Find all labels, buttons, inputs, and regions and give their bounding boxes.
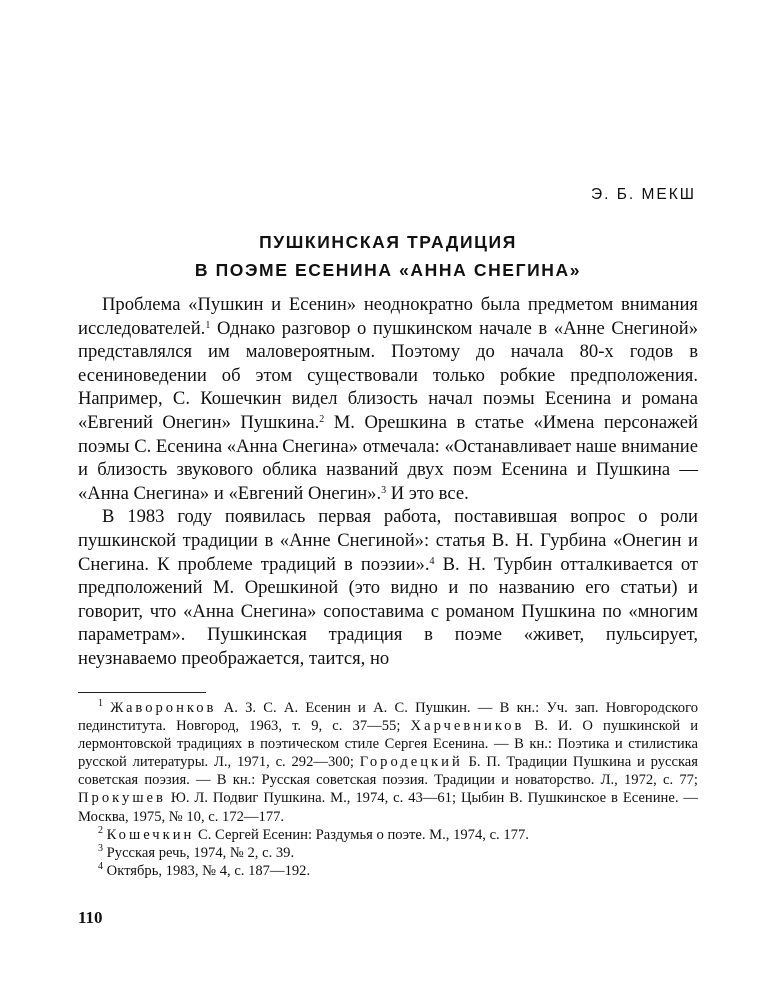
footnote-divider xyxy=(78,692,206,693)
footnote-1 xyxy=(78,699,698,826)
footnote-ref-1: 1 xyxy=(205,319,211,331)
footnotes xyxy=(78,699,698,880)
footnote-4-mark: 4 xyxy=(98,860,103,872)
footnote-3-text: Русская речь, 1974, № 2, с. 39. xyxy=(106,844,295,861)
footnote-4 xyxy=(78,862,698,880)
paragraph-1-text-c: М. Орешкина в статье «Имена персонажей поэмы С. Есенина «Анна Снегина» отмечала: «Останавливает наше внимание и близость звукового облика названий двух поэм Есенина и Пушкина — «Анна Снегина» и «Евгений Онегин». xyxy=(78,411,698,504)
footnote-1-mark: 1 xyxy=(98,698,103,709)
article-body xyxy=(78,293,698,671)
footnote-1-author-4: Прокушев xyxy=(78,790,166,807)
paragraph-1-text-b: Однако разговор о пушкинском начале в «Анне Снегиной» представлялся им маловероятным. Поэтому до начала 80-х годов в есениноведении об этом существовали только робкие предположения. Например, С. Кошечкин видел близость начал поэмы Есенина и романа «Евгений Онегин» Пушкина. xyxy=(78,317,698,433)
footnote-3 xyxy=(78,844,698,862)
title-line-1: ПУШКИНСКАЯ ТРАДИЦИЯ xyxy=(259,232,517,252)
footnote-1-author: Жаворонков xyxy=(110,700,217,716)
footnote-1-text-b: В. И. О пушкинской и лермонтовской традициях в поэтическом стиле Сергея Есенина. — В кн.: Поэтика и стилистика русской литературы. Л., 1971, с. 292—300; xyxy=(78,718,698,771)
footnote-2 xyxy=(78,826,698,844)
footnote-1-text-a: А. З. С. А. Есенин и А. С. Пушкин. — В кн.: Уч. зап. Новгородского пединститута. Новгород, 1963, т. 9, с. 37—55; xyxy=(78,700,698,735)
paragraph-1-text-a: Проблема «Пушкин и Есенин» неоднократно была предметом внимания исследователей. xyxy=(78,294,698,339)
paragraph-1-text-d: И это все. xyxy=(386,482,469,504)
article-title xyxy=(78,228,698,284)
footnote-1-author-2: Харчевников xyxy=(410,718,525,735)
footnote-ref-2: 2 xyxy=(319,413,325,425)
footnote-1-author-3: Городецкий xyxy=(359,754,463,771)
paragraph-2-text-a: В 1983 году появилась первая работа, поставившая вопрос о роли пушкинской традиции в «Анне Снегиной»: статья В. Н. Гурбина «Онегин и Снегина. К проблеме традиций в поэзии». xyxy=(78,506,698,575)
footnote-1-text-d: Ю. Л. Подвиг Пушкина. М., 1974, с. 43—61; Цыбин В. Пушкинское в Есенине. — Москва, 1975, № 10, с. 172—177. xyxy=(78,790,698,825)
footnote-3-mark: 3 xyxy=(98,842,103,854)
footnote-2-mark: 2 xyxy=(98,824,103,836)
footnote-4-text: Октябрь, 1983, № 4, с. 187—192. xyxy=(106,862,311,879)
footnote-2-author: Кошечкин xyxy=(106,826,195,843)
footnote-1-text-c: Б. П. Традиции Пушкина и русская советская поэзия. — В кн.: Русская советская поэзия. Традиции и новаторство. Л., 1972, с. 77; xyxy=(78,754,698,789)
book-page xyxy=(78,0,698,994)
article-author: Э. Б. МЕКШ xyxy=(590,186,696,203)
footnote-ref-3: 3 xyxy=(381,484,387,496)
title-line-2: В ПОЭМЕ ЕСЕНИНА «АННА СНЕГИНА» xyxy=(194,260,582,280)
footnote-2-text: С. Сергей Есенин: Раздумья о поэте. М., 1974, с. 177. xyxy=(194,826,529,843)
page-number: 110 xyxy=(78,908,103,927)
paragraph-1 xyxy=(78,293,698,505)
paragraph-2-text-b: В. Н. Турбин отталкивается от предположений М. Орешкиной (это видно и по названию его статьи) и говорит, что «Анна Снегина» сопоставима с романом Пушкина по «многим параметрам». Пушкинская традиция в поэме «живет, пульсирует, неузнаваемо преображается, таится, но xyxy=(78,553,698,669)
paragraph-2 xyxy=(78,505,698,670)
footnote-ref-4: 4 xyxy=(429,555,435,567)
